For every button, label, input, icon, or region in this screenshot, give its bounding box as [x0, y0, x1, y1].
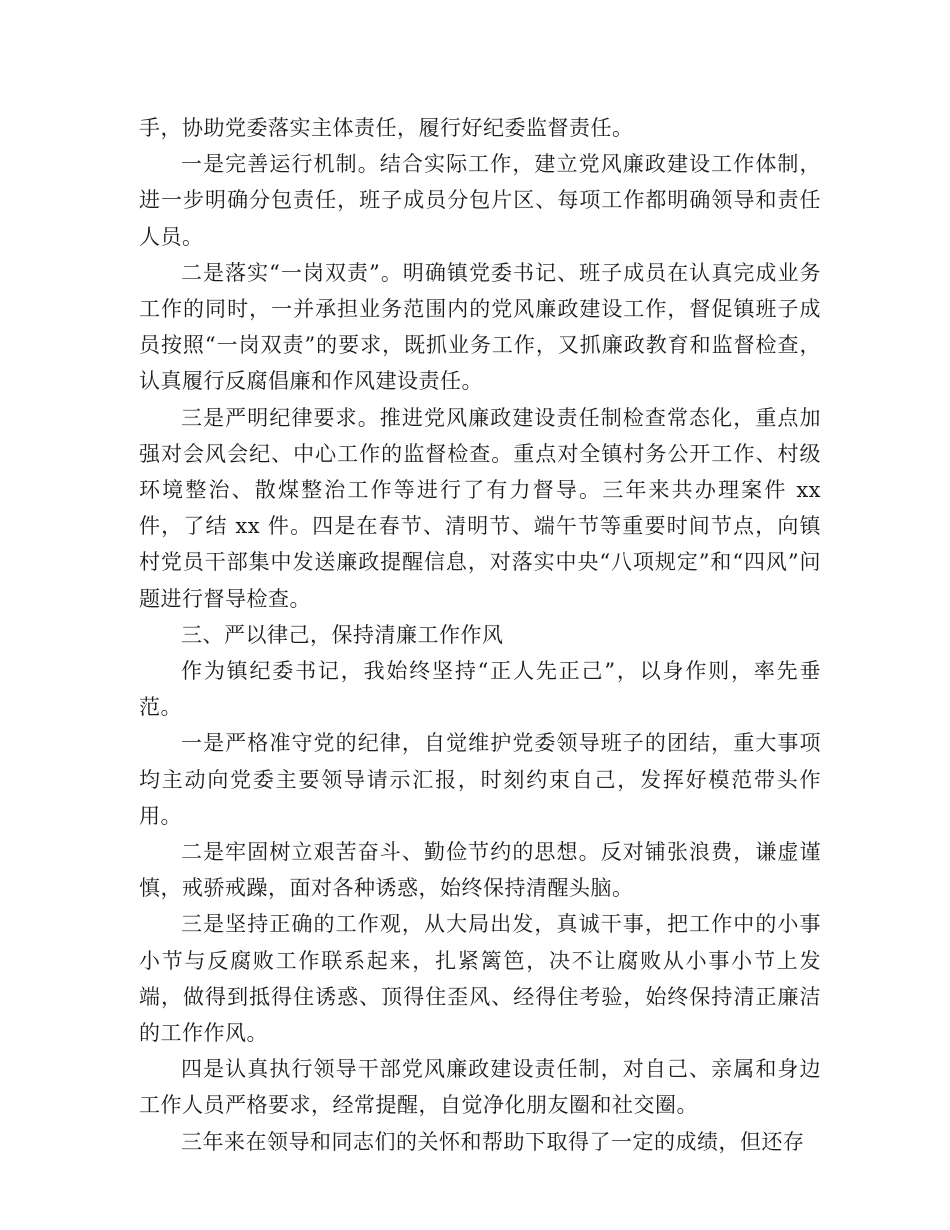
paragraph-dual-responsibility: 二是落实“一岗双责”。明确镇党委书记、班子成员在认真完成业务工作的同时，一并承担业务范围内的党风廉政建设工作，督促镇班子成员按照“一岗双责”的要求，既抓业务工作，又抓廉政教育和监督检查，认真履行反腐倡廉和作风建设责任。 — [139, 260, 821, 394]
paragraph-mechanism: 一是完善运行机制。结合实际工作，建立党风廉政建设工作体制，进一步明确分包责任，班子成员分包片区、每项工作都明确领导和责任人员。 — [139, 152, 821, 249]
document-page — [139, 110, 821, 1160]
paragraph-summary: 三年来在领导和同志们的关怀和帮助下取得了一定的成绩，但还存 — [181, 1129, 805, 1154]
paragraph-discipline: 三是严明纪律要求。推进党风廉政建设责任制检查常态化，重点加强对会风会纪、中心工作的监督检查。重点对全镇村务公开工作、村级环境整治、散煤整治工作等进行了有力督导。三年来共办理案件 xx 件，了结 xx 件。四是在春节、清明节、端午节等重要时间节点，向镇村党员干部集中发送廉政提醒信息，对落实中央“八项规定”和“四风”问题进行督导检查。 — [139, 405, 821, 611]
section-heading-self-discipline: 三、严以律己，保持清廉工作作风 — [181, 622, 504, 647]
paragraph-role-model: 作为镇纪委书记，我始终坚持“正人先正己”，以身作则，率先垂范。 — [139, 659, 821, 720]
paragraph-work-view: 三是坚持正确的工作观，从大局出发，真诚干事，把工作中的小事小节与反腐败工作联系起来，扎紧篱笆，决不让腐败从小事小节上发端，做得到抵得住诱惑、顶得住歪风、经得住考验，始终保持清正廉洁的工作作风。 — [139, 912, 821, 1046]
paragraph-continuation: 手，协助党委落实主体责任，履行好纪委监督责任。 — [139, 116, 634, 140]
paragraph-responsibility-system: 四是认真执行领导干部党风廉政建设责任制，对自己、亲属和身边工作人员严格要求，经常提醒，自觉净化朋友圈和社交圈。 — [139, 1057, 821, 1118]
paragraph-frugality: 二是牢固树立艰苦奋斗、勤俭节约的思想。反对铺张浪费，谦虚谨慎，戒骄戒躁，面对各种诱惑，始终保持清醒头脑。 — [139, 840, 821, 901]
paragraph-party-discipline: 一是严格准守党的纪律，自觉维护党委领导班子的团结，重大事项均主动向党委主要领导请示汇报，时刻约束自己，发挥好模范带头作用。 — [139, 731, 821, 828]
